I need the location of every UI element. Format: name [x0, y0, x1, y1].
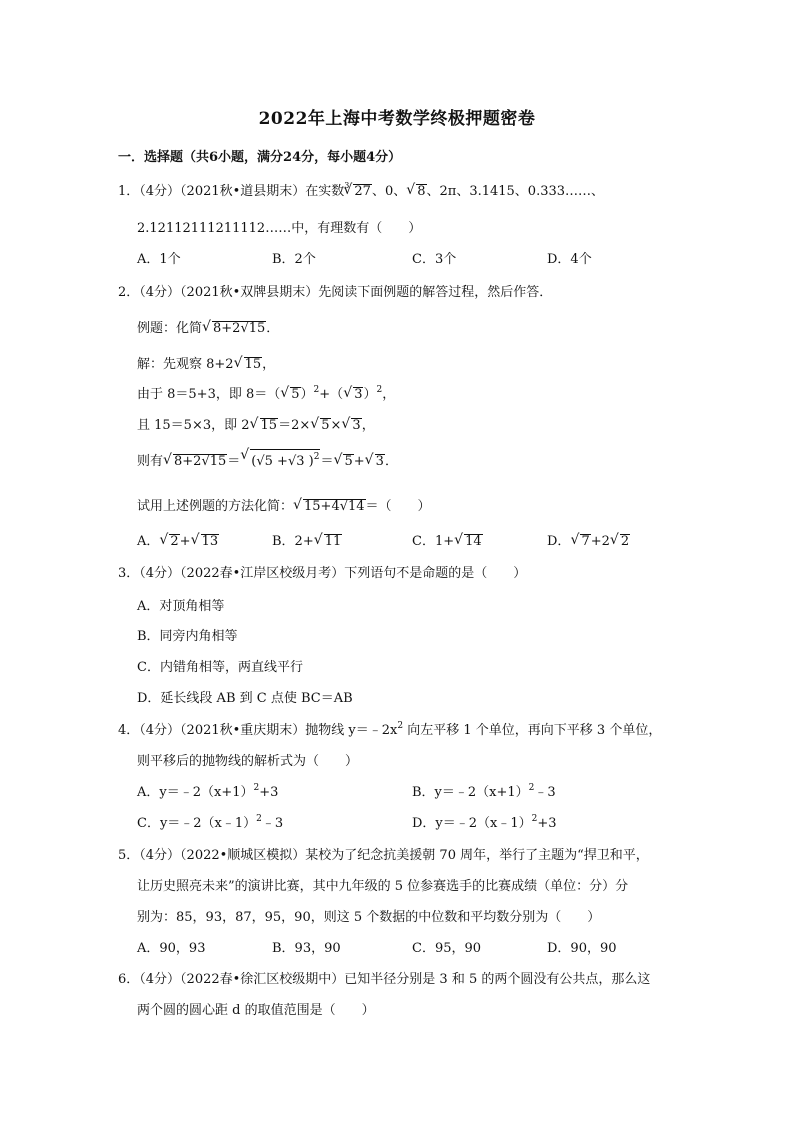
q5-option-d[interactable]: D．90，90	[547, 941, 617, 956]
q2-option-c[interactable]	[412, 530, 483, 549]
q2-l4-radicand-2: 5	[321, 418, 330, 433]
q2-solution-line3	[137, 414, 375, 433]
q5-option-a[interactable]: A．90，93	[137, 941, 206, 956]
q2-l4-radical-3	[342, 418, 361, 433]
q1-option-c[interactable]: C．3个	[412, 252, 457, 267]
q2-sol-radical	[235, 357, 263, 372]
q2-try-end: ＝（ ）	[365, 499, 431, 514]
q1-cbrt-radicand: 27	[354, 184, 371, 199]
q2-example-radicand: 8+2√15	[213, 321, 266, 336]
q4-opt-a-sup: 2	[253, 783, 260, 793]
q2-sol-text: 解：先观察 8+2	[137, 357, 234, 372]
q2-example-radical	[203, 321, 266, 336]
q2-opt-a-mid: +	[179, 534, 191, 549]
q2-l4-text-a: 且 15＝5×3，即 2	[137, 418, 250, 433]
q2-opt-d-radicand-2: 2	[620, 534, 630, 549]
q1-cbrt-radical	[344, 184, 372, 199]
q2-l3-radical-1	[281, 387, 300, 402]
q4-stem-text-b: 向左平移 1 个单位，再向下平移 3 个单位，	[403, 723, 662, 738]
q2-opt-d-mid: +2	[590, 534, 610, 549]
q2-opt-c-prefix: C．1+	[412, 534, 455, 549]
q2-l5-radical-4	[366, 454, 385, 469]
q2-l5-radical-3	[334, 454, 353, 469]
q4-stem-sup: 2	[397, 721, 404, 731]
section-heading: 一．选择题（共6小题，满分24分，每小题4分）	[118, 150, 402, 165]
q2-l5-radicand-3: 5	[344, 454, 353, 469]
q2-try-text: 试用上述例题的方法化简：	[137, 499, 294, 514]
q4-opt-d-text: D．y＝﹣2（x﹣1）	[412, 816, 532, 831]
q4-opt-c-tail: ﹣3	[261, 816, 284, 831]
q1-sqrt-radicand: 8	[417, 184, 426, 199]
q3-option-b[interactable]: B．同旁内角相等	[137, 629, 238, 644]
q5-line2: 让历史照亮未来”的演讲比赛，其中九年级的 5 位参赛选手的比赛成绩（单位：分）分	[137, 879, 629, 894]
q2-opt-d-radical-1	[571, 534, 590, 549]
q1-stem-tail: 、2π、3.1415、0.333……、	[426, 184, 605, 199]
q2-l5-radical-2	[241, 449, 320, 469]
q2-try-line	[137, 495, 431, 514]
q4-opt-b-tail: ﹣3	[534, 785, 556, 800]
q2-l3-radical-2	[344, 387, 363, 402]
q2-l5-radicand-2: (√5 +√3 )	[251, 454, 314, 469]
q2-opt-b-radicand: 11	[324, 534, 342, 549]
q1-cbrt-index: 3	[344, 181, 350, 190]
q4-option-d[interactable]	[412, 812, 557, 831]
q1-sep: 、0、	[371, 184, 407, 199]
q2-l5-text-b: ＝	[227, 454, 241, 469]
q4-option-c[interactable]	[137, 812, 283, 831]
q2-l3-text-d: +（	[319, 387, 344, 402]
q2-l3-sup-1: 2	[313, 385, 320, 395]
q4-stem-text-a: 4．（4分）（2021秋•重庆期末）抛物线 y＝﹣2x	[118, 723, 398, 738]
q2-solution-line4	[137, 449, 398, 469]
q4-opt-a-tail: +3	[259, 785, 279, 800]
q4-opt-d-tail: +3	[537, 816, 557, 831]
q2-l3-text-g: ，	[382, 387, 396, 402]
q2-try-radical	[294, 499, 366, 514]
q4-opt-b-text: B．y＝﹣2（x+1）	[412, 785, 529, 800]
q2-l4-radical-2	[311, 418, 330, 433]
q6-line1: 6．（4分）（2022春•徐汇区校级期中）已知半径分别是 3 和 5 的两个圆没有公共点，那么这	[118, 972, 651, 987]
page-title: 2022年上海中考数学终极押题密卷	[258, 109, 536, 129]
q2-l3-radicand-2: 3	[354, 387, 363, 402]
q5-option-b[interactable]: B．93，90	[272, 941, 341, 956]
q5-option-c[interactable]: C．95，90	[412, 941, 482, 956]
q4-option-b[interactable]	[412, 781, 556, 800]
q2-opt-a-radicand-2: 13	[201, 534, 219, 549]
q2-opt-c-radicand: 14	[465, 534, 482, 549]
q2-opt-b-radical	[315, 534, 343, 549]
q2-l5-radical-1	[164, 454, 227, 469]
q2-l3-sup-2: 2	[376, 385, 383, 395]
q4-stem	[118, 719, 661, 738]
q2-l4-text-b: ＝2×	[278, 418, 311, 433]
q2-l5-radicand-2-wrap	[250, 449, 320, 469]
q2-opt-a-radicand-1: 2	[170, 534, 179, 549]
q2-opt-a-prefix: A．	[137, 534, 160, 549]
q2-l5-sup: 2	[313, 452, 320, 462]
q1-sqrt-radical	[407, 184, 426, 199]
q2-l3-text-b: ）	[300, 387, 314, 402]
q2-sol-end: ，	[262, 357, 276, 372]
q2-sol-radicand: 15	[244, 357, 262, 372]
q2-l5-text-c: ＝	[320, 454, 334, 469]
q2-l4-radical-1	[251, 418, 279, 433]
q2-l4-radicand-1: 15	[260, 418, 278, 433]
q2-option-b[interactable]	[272, 530, 342, 549]
q2-example	[137, 317, 279, 336]
q1-option-d[interactable]: D．4个	[547, 252, 592, 267]
q1-stem	[118, 180, 604, 199]
q2-l4-text-c: ×	[330, 418, 342, 433]
q2-l5-radicand-4: 3	[375, 454, 384, 469]
q4-opt-b-sup: 2	[528, 783, 535, 793]
q2-stem: 2．（4分）（2021秋•双牌县期末）先阅读下面例题的解答过程，然后作答．	[118, 285, 553, 300]
q2-l3-text-e: ）	[363, 387, 377, 402]
q3-option-c[interactable]: C．内错角相等，两直线平行	[137, 660, 303, 675]
q1-option-b[interactable]: B．2个	[272, 252, 316, 267]
q3-option-d[interactable]: D．延长线段 AB 到 C 点使 BC＝AB	[137, 691, 353, 706]
q2-try-radicand: 15+4√14	[304, 499, 365, 514]
q2-opt-a-radical-2	[192, 534, 220, 549]
q2-opt-c-radical	[455, 534, 483, 549]
q4-opt-c-sup: 2	[256, 814, 262, 824]
q2-option-d[interactable]	[547, 530, 630, 549]
q3-stem: 3．（4分）（2022春•江岸区校级月考）下列语句不是命题的是（ ）	[118, 566, 527, 581]
q2-l5-text-e: ．	[384, 454, 398, 469]
q2-l5-text-a: 则有	[137, 454, 164, 469]
q4-opt-d-sup: 2	[531, 814, 538, 824]
q4-line2: 则平移后的抛物线的解析式为（ ）	[137, 754, 359, 769]
q2-l5-text-d: +	[353, 454, 365, 469]
q2-example-end: ．	[266, 321, 280, 336]
q2-option-a[interactable]	[137, 530, 219, 549]
q1-line2: 2.12112111211112……中，有理数有（ ）	[137, 221, 422, 236]
q6-line2: 两个圆的圆心距 d 的取值范围是（ ）	[137, 1003, 375, 1018]
q2-l5-radicand-1: 8+2√15	[174, 454, 227, 469]
q2-opt-d-radical-2	[611, 534, 630, 549]
q3-option-a[interactable]: A．对顶角相等	[137, 599, 225, 614]
q2-l3-text-a: 由于 8＝5+3，即 8＝（	[137, 387, 281, 402]
q2-opt-d-radicand-1: 7	[581, 534, 590, 549]
q1-option-a[interactable]: A．1个	[137, 252, 181, 267]
q2-opt-a-radical-1	[160, 534, 179, 549]
q4-opt-a-text: A．y＝﹣2（x+1）	[137, 785, 254, 800]
q2-opt-d-prefix: D．	[547, 534, 571, 549]
q2-example-label: 例题：化简	[137, 321, 203, 336]
q5-line3: 别为：85，93，87，95，90，则这 5 个数据的中位数和平均数分别为（ ）	[137, 910, 601, 925]
q2-solution-line2	[137, 383, 395, 402]
q4-option-a[interactable]	[137, 781, 278, 800]
q1-stem-text: 1．（4分）（2021秋•道县期末）在实数	[118, 184, 345, 199]
q2-solution-line1	[137, 353, 275, 372]
q2-l4-radicand-3: 3	[352, 418, 361, 433]
q2-opt-b-prefix: B．2+	[272, 534, 314, 549]
q2-l4-text-d: ，	[361, 418, 375, 433]
q4-opt-c-text: C．y＝﹣2（x﹣1）	[137, 816, 257, 831]
q2-l3-radicand-1: 5	[291, 387, 300, 402]
q5-line1: 5．（4分）（2022•顺城区模拟）某校为了纪念抗美援朝 70 周年，举行了主题为“捍卫和平，	[118, 848, 649, 863]
